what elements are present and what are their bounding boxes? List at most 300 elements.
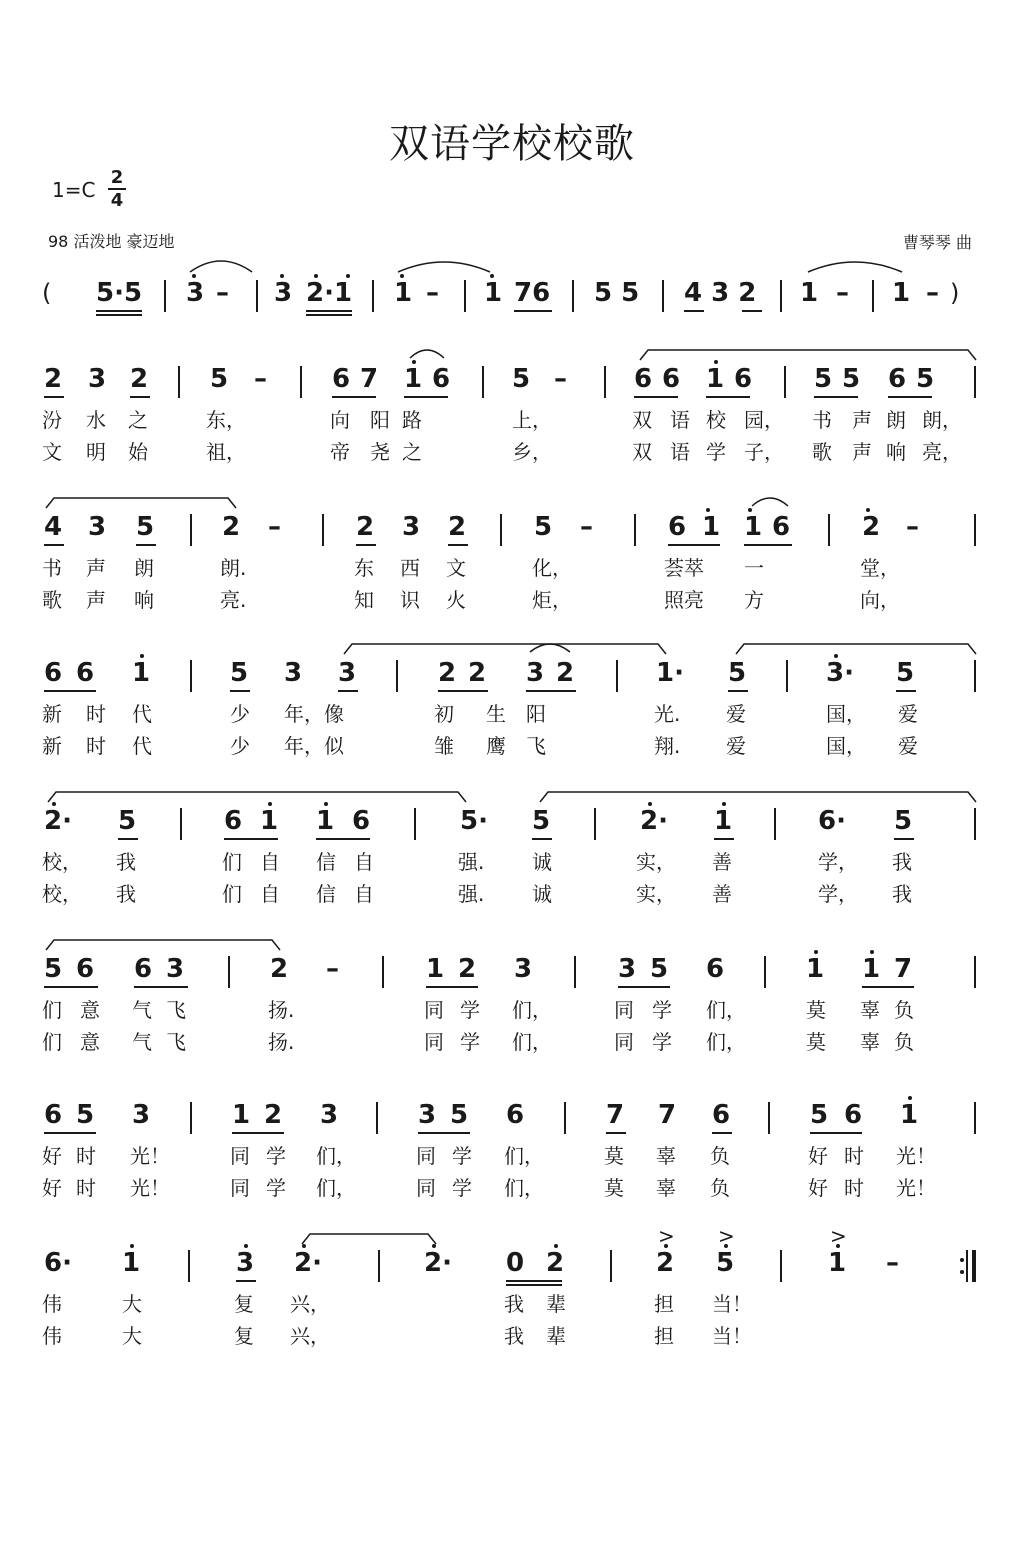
line1-lyric-verse2: 明	[86, 440, 106, 464]
barline	[464, 280, 466, 312]
tie-bracket	[736, 644, 976, 654]
line4-lyric-verse1: 我	[892, 850, 912, 874]
line5-lyric-verse1: 气	[132, 998, 152, 1022]
line3-note: 3	[284, 658, 303, 688]
line2-lyric-verse2: 知	[354, 588, 374, 612]
barline	[780, 1250, 782, 1282]
line2-lyric-verse1: 荟萃	[664, 556, 704, 580]
line7-lyric-verse1: 我	[504, 1292, 524, 1316]
intro-note: –	[926, 278, 939, 308]
line5-note: 1	[806, 954, 825, 984]
line4-lyric-verse1: 自	[354, 850, 374, 874]
line5-lyric-verse1: 学	[460, 998, 480, 1022]
line4-note: 6·	[818, 806, 846, 836]
underline-beam	[134, 986, 188, 988]
underline-beam	[426, 986, 478, 988]
underline-beam	[404, 396, 448, 398]
line7-lyric-verse1: 辈	[546, 1292, 566, 1316]
line7-lyric-verse2: 伟	[42, 1324, 62, 1348]
line3-note: 2	[438, 658, 457, 688]
line6-lyric-verse2: 莫	[604, 1176, 624, 1200]
line5-lyric-verse1: 扬.	[268, 998, 295, 1022]
underline-beam	[668, 544, 720, 546]
barline	[974, 808, 976, 840]
line6-lyric-verse1: 辜	[656, 1144, 676, 1168]
line6-lyric-verse2: 好	[808, 1176, 828, 1200]
line5-lyric-verse2: 辜	[860, 1030, 880, 1054]
line4-note: 5·	[460, 806, 488, 836]
line3-note: 5	[896, 658, 915, 688]
octave-dot	[346, 274, 350, 278]
line1-note: 6	[332, 364, 351, 394]
line1-note: 6	[432, 364, 451, 394]
line5-lyric-verse1: 们，	[706, 998, 746, 1022]
line2-note: 3	[88, 512, 107, 542]
intro-note: 5 5	[594, 278, 640, 308]
time-signature-bottom: 4	[110, 190, 124, 211]
line7-note: 2·	[424, 1248, 452, 1278]
line1-note: 5	[842, 364, 861, 394]
barline	[378, 1250, 380, 1282]
line1-lyric-verse1: 朗	[886, 408, 906, 432]
line2-note: –	[906, 512, 919, 542]
intro-note: –	[426, 278, 439, 308]
line7-note: 6·	[44, 1248, 72, 1278]
barline	[828, 514, 830, 546]
line6-lyric-verse2: 负	[710, 1176, 730, 1200]
underline-beam	[118, 838, 138, 840]
line6-note: 1	[232, 1100, 251, 1130]
line2-lyric-verse2: 亮.	[220, 588, 247, 612]
line1-lyric-verse1: 汾	[42, 408, 62, 432]
line4-note: 5	[894, 806, 913, 836]
slur	[808, 262, 902, 272]
line3-lyric-verse1: 新	[42, 702, 62, 726]
line1-note: 2	[130, 364, 149, 394]
line1-note: 1	[404, 364, 423, 394]
line7-lyric-verse2: 担	[654, 1324, 674, 1348]
line1-lyric-verse2: 之	[402, 440, 422, 464]
barline	[414, 808, 416, 840]
close-paren: )	[950, 279, 960, 307]
octave-dot	[834, 654, 838, 658]
line4-lyric-verse2: 自	[354, 882, 374, 906]
line3-lyric-verse2: 代	[132, 734, 152, 758]
line6-lyric-verse2: 们，	[504, 1176, 544, 1200]
octave-dot	[280, 274, 284, 278]
tie-bracket	[46, 940, 280, 950]
barline	[872, 280, 874, 312]
underline-beam	[44, 396, 64, 398]
line3-note: 1	[132, 658, 151, 688]
line6-lyric-verse1: 好	[42, 1144, 62, 1168]
line6-lyric-verse2: 光！	[896, 1176, 936, 1200]
underline-beam	[742, 310, 762, 312]
underline-beam	[232, 1132, 284, 1134]
line7-lyric-verse2: 我	[504, 1324, 524, 1348]
barline	[780, 280, 782, 312]
line3-lyric-verse2: 翔.	[654, 734, 681, 758]
barline	[616, 660, 618, 692]
octave-dot	[960, 1258, 964, 1262]
line6-lyric-verse2: 时	[76, 1176, 96, 1200]
composer-credit: 曹琴琴 曲	[902, 233, 972, 252]
barline	[500, 514, 502, 546]
line6-lyric-verse2: 学	[266, 1176, 286, 1200]
line3-note: 6	[44, 658, 63, 688]
intro-note: 1	[800, 278, 819, 308]
line5-lyric-verse1: 们	[42, 998, 62, 1022]
line2-note: –	[580, 512, 593, 542]
barline	[256, 280, 258, 312]
line2-note: 2	[862, 512, 881, 542]
line3-lyric-verse1: 爱	[726, 702, 746, 726]
time-signature-top: 2	[110, 167, 124, 188]
line1-note: 5	[210, 364, 229, 394]
octave-dot	[192, 274, 196, 278]
underline-beam	[606, 1132, 626, 1134]
line2-note: 4	[44, 512, 63, 542]
line3-lyric-verse1: 生	[486, 702, 506, 726]
line1-note: 1	[706, 364, 725, 394]
line1-lyric-verse1: 书	[812, 408, 832, 432]
octave-dot	[714, 360, 718, 364]
line6-note: 3	[320, 1100, 339, 1130]
line6-lyric-verse2: 同	[230, 1176, 250, 1200]
line1-lyric-verse2: 亮，	[922, 440, 962, 464]
line1-lyric-verse1: 路	[402, 408, 422, 432]
barline	[564, 1102, 566, 1134]
line6-note: 6	[844, 1100, 863, 1130]
octave-dot	[648, 802, 652, 806]
line4-lyric-verse2: 实，	[636, 882, 676, 906]
line3-lyric-verse2: 鹰	[486, 734, 506, 758]
line7-note: 2	[656, 1248, 675, 1278]
line5-note: 7	[894, 954, 913, 984]
line2-lyric-verse2: 火	[446, 588, 466, 612]
line4-lyric-verse1: 诚	[532, 850, 552, 874]
accent-mark: >	[658, 1224, 675, 1248]
barline	[190, 660, 192, 692]
barline	[768, 1102, 770, 1134]
line6-lyric-verse1: 同	[416, 1144, 436, 1168]
barline	[784, 366, 786, 398]
octave-dot	[706, 508, 710, 512]
line1-lyric-verse1: 朗，	[922, 408, 962, 432]
underline-beam	[438, 690, 488, 692]
octave-dot	[814, 950, 818, 954]
barline	[180, 808, 182, 840]
underline-beam	[96, 314, 142, 316]
line4-lyric-verse1: 善	[712, 850, 732, 874]
line1-note: –	[254, 364, 267, 394]
octave-dot	[748, 508, 752, 512]
line5-lyric-verse2: 扬.	[268, 1030, 295, 1054]
line1-lyric-verse1: 水	[86, 408, 106, 432]
line1-lyric-verse1: 向	[330, 408, 350, 432]
line3-lyric-verse1: 国，	[826, 702, 866, 726]
line6-note: 5	[76, 1100, 95, 1130]
barline	[786, 660, 788, 692]
line2-lyric-verse1: 朗	[134, 556, 154, 580]
barline	[574, 956, 576, 988]
line2-lyric-verse1: 书	[42, 556, 62, 580]
line2-lyric-verse1: 声	[86, 556, 106, 580]
underline-beam	[712, 1132, 732, 1134]
line5-lyric-verse1: 辜	[860, 998, 880, 1022]
line4-note: 5	[532, 806, 551, 836]
line1-lyric-verse1: 校	[706, 408, 726, 432]
line2-lyric-verse1: 化，	[532, 556, 572, 580]
line4-lyric-verse1: 强.	[458, 850, 485, 874]
line3-lyric-verse1: 代	[132, 702, 152, 726]
underline-beam	[634, 396, 678, 398]
line7-note: 2	[546, 1248, 565, 1278]
tie-bracket	[344, 644, 666, 654]
line3-note: 3·	[826, 658, 854, 688]
key-signature: 1=C	[52, 178, 96, 202]
accent-mark: >	[830, 1224, 847, 1248]
underline-beam	[332, 396, 376, 398]
line2-note: 6	[772, 512, 791, 542]
line1-note: 2	[44, 364, 63, 394]
line1-lyric-verse2: 祖，	[206, 440, 246, 464]
line1-lyric-verse2: 双	[632, 440, 652, 464]
line7-note: 5	[716, 1248, 735, 1278]
line5-lyric-verse2: 们，	[512, 1030, 552, 1054]
line7-lyric-verse2: 大	[122, 1324, 142, 1348]
line2-lyric-verse2: 识	[400, 588, 420, 612]
line6-note: 3	[132, 1100, 151, 1130]
underline-beam	[888, 396, 932, 398]
line4-lyric-verse2: 校，	[42, 882, 82, 906]
line7-lyric-verse1: 担	[654, 1292, 674, 1316]
octave-dot	[554, 1244, 558, 1248]
line7-lyric-verse2: 兴，	[290, 1324, 330, 1348]
line6-note: 6	[506, 1100, 525, 1130]
line3-lyric-verse2: 国，	[826, 734, 866, 758]
line3-note: 2	[556, 658, 575, 688]
line6-note: 5	[450, 1100, 469, 1130]
line2-note: 1	[702, 512, 721, 542]
line3-note: 2	[468, 658, 487, 688]
line1-lyric-verse2: 帝	[330, 440, 350, 464]
intro-note: 1	[394, 278, 413, 308]
octave-dot	[52, 802, 56, 806]
barline	[396, 660, 398, 692]
underline-beam	[896, 690, 916, 692]
barline	[764, 956, 766, 988]
octave-dot	[140, 654, 144, 658]
underline-beam	[356, 544, 376, 546]
line1-lyric-verse2: 学	[706, 440, 726, 464]
line3-note: 1·	[656, 658, 684, 688]
underline-beam	[684, 310, 704, 312]
line6-lyric-verse1: 同	[230, 1144, 250, 1168]
line6-lyric-verse1: 时	[76, 1144, 96, 1168]
line2-lyric-verse2: 方	[744, 588, 764, 612]
line5-note: 6	[706, 954, 725, 984]
line7-lyric-verse2: 当！	[712, 1324, 752, 1348]
line1-lyric-verse1: 阳	[370, 408, 390, 432]
line2-lyric-verse2: 响	[134, 588, 154, 612]
line5-note: 3	[514, 954, 533, 984]
underline-beam	[506, 1280, 562, 1282]
line4-note: 6	[224, 806, 243, 836]
octave-dot	[866, 508, 870, 512]
line5-note: 6	[134, 954, 153, 984]
underline-beam	[224, 838, 278, 840]
tie-bracket	[48, 792, 466, 802]
line4-lyric-verse1: 自	[260, 850, 280, 874]
octave-dot	[244, 1244, 248, 1248]
underline-beam	[894, 838, 914, 840]
line2-lyric-verse1: 堂，	[860, 556, 900, 580]
time-signature	[108, 168, 126, 210]
underline-beam	[316, 838, 370, 840]
intro-note: 2·1	[306, 278, 353, 308]
line2-lyric-verse2: 照亮	[664, 588, 704, 612]
line6-note: 6	[712, 1100, 731, 1130]
underline-beam	[532, 838, 552, 840]
open-paren: (	[42, 279, 52, 307]
line4-note: 1	[714, 806, 733, 836]
underline-beam	[448, 544, 468, 546]
slur	[530, 644, 570, 652]
line4-lyric-verse2: 诚	[532, 882, 552, 906]
line6-lyric-verse1: 好	[808, 1144, 828, 1168]
line6-lyric-verse2: 好	[42, 1176, 62, 1200]
line2-note: 2	[222, 512, 241, 542]
line4-lyric-verse2: 善	[712, 882, 732, 906]
line2-lyric-verse2: 歌	[42, 588, 62, 612]
line3-note: 6	[76, 658, 95, 688]
line5-lyric-verse1: 意	[80, 998, 100, 1022]
underline-beam	[506, 1284, 562, 1286]
line2-lyric-verse1: 文	[446, 556, 466, 580]
line6-note: 5	[810, 1100, 829, 1130]
line5-lyric-verse1: 飞	[166, 998, 186, 1022]
underline-beam	[136, 544, 156, 546]
barline	[228, 956, 230, 988]
underline-beam	[728, 690, 748, 692]
line6-lyric-verse1: 负	[710, 1144, 730, 1168]
line4-lyric-verse2: 我	[116, 882, 136, 906]
slur	[398, 262, 490, 272]
octave-dot	[960, 1270, 964, 1274]
underline-beam	[44, 1132, 96, 1134]
underline-beam	[810, 1132, 862, 1134]
barline	[322, 514, 324, 546]
line4-note: 1	[260, 806, 279, 836]
octave-dot	[130, 1244, 134, 1248]
barline	[974, 1102, 976, 1134]
line3-lyric-verse1: 光.	[654, 702, 681, 726]
line4-note: 2·	[44, 806, 72, 836]
line5-note: –	[326, 954, 339, 984]
underline-beam	[44, 986, 98, 988]
underline-beam	[714, 838, 734, 840]
intro-note: 4 3 2	[684, 278, 757, 308]
barline	[974, 956, 976, 988]
line2-note: 2	[356, 512, 375, 542]
line6-note: 7	[658, 1100, 677, 1130]
line7-lyric-verse2: 复	[234, 1324, 254, 1348]
barline	[190, 514, 192, 546]
underline-beam	[526, 690, 576, 692]
line5-note: 5	[44, 954, 63, 984]
line4-lyric-verse2: 们	[222, 882, 242, 906]
line3-lyric-verse2: 少	[230, 734, 250, 758]
intro-note: 1	[892, 278, 911, 308]
line7-note: 2·	[294, 1248, 322, 1278]
line1-note: 6	[888, 364, 907, 394]
underline-beam	[44, 544, 64, 546]
line2-lyric-verse1: 一	[744, 556, 764, 580]
line5-lyric-verse1: 同	[424, 998, 444, 1022]
octave-dot	[324, 802, 328, 806]
line4-note: 6	[352, 806, 371, 836]
line2-note: 1	[744, 512, 763, 542]
barline	[966, 1250, 968, 1282]
line3-lyric-verse2: 雏	[434, 734, 454, 758]
line7-lyric-verse2: 辈	[546, 1324, 566, 1348]
line6-lyric-verse2: 时	[844, 1176, 864, 1200]
line7-lyric-verse1: 兴，	[290, 1292, 330, 1316]
barline	[974, 514, 976, 546]
line6-note: 6	[44, 1100, 63, 1130]
line2-note: 6	[668, 512, 687, 542]
line4-note: 1	[316, 806, 335, 836]
line2-lyric-verse1: 朗.	[220, 556, 247, 580]
underline-beam	[814, 396, 858, 398]
line4-lyric-verse2: 信	[316, 882, 336, 906]
line2-note: 5	[136, 512, 155, 542]
line7-lyric-verse1: 大	[122, 1292, 142, 1316]
line4-note: 2·	[640, 806, 668, 836]
octave-dot	[302, 1244, 306, 1248]
line1-note: 6	[662, 364, 681, 394]
line1-note: 6	[734, 364, 753, 394]
song-title: 双语学校校歌	[389, 121, 635, 167]
line5-lyric-verse2: 莫	[806, 1030, 826, 1054]
line3-lyric-verse1: 初	[434, 702, 454, 726]
line1-lyric-verse2: 声	[852, 440, 872, 464]
line3-lyric-verse2: 时	[86, 734, 106, 758]
underline-beam	[96, 310, 142, 312]
line4-lyric-verse1: 学，	[818, 850, 858, 874]
intro-note: 1	[484, 278, 503, 308]
line3-lyric-verse1: 阳	[526, 702, 546, 726]
intro-note: 3	[274, 278, 293, 308]
line5-note: 2	[270, 954, 289, 984]
line7-lyric-verse1: 当！	[712, 1292, 752, 1316]
line1-note: 5	[916, 364, 935, 394]
underline-beam	[130, 396, 150, 398]
tie-bracket	[302, 1234, 436, 1244]
line5-lyric-verse1: 同	[614, 998, 634, 1022]
line1-note: 5	[814, 364, 833, 394]
intro-note: 5·5	[96, 278, 143, 308]
line1-note: 6	[634, 364, 653, 394]
line1-lyric-verse1: 之	[128, 408, 148, 432]
line4-lyric-verse1: 们	[222, 850, 242, 874]
barline	[594, 808, 596, 840]
line6-note: 3	[418, 1100, 437, 1130]
line5-note: 2	[458, 954, 477, 984]
line2-note: –	[268, 512, 281, 542]
line4-lyric-verse1: 信	[316, 850, 336, 874]
